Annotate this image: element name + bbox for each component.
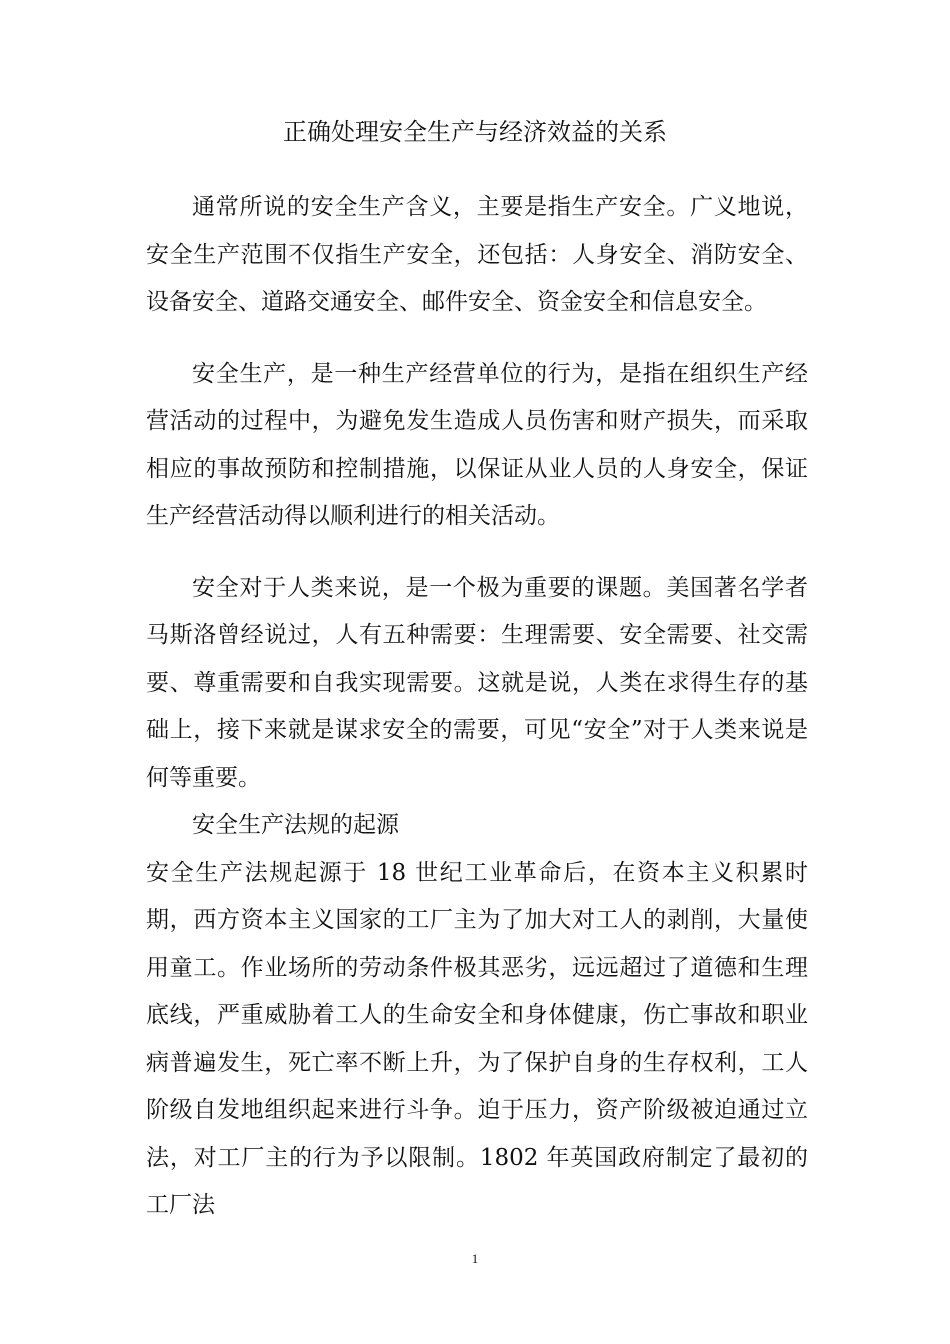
document-title: 正确处理安全生产与经济效益的关系 [283,118,667,146]
paragraph-safety-importance: 安全对于人类来说，是一个极为重要的课题。美国著名学者马斯洛曾经说过，人有五种需要：生理需要、安全需要、社交需要、尊重需要和自我实现需要。这就是说，人类在求得生存的基础上，接下来就是谋求安全的需要，可见“安全”对于人类来说是何等重要。 [146,574,808,791]
paragraph-regulation-origin: 安全生产法规起源于 18 世纪工业革命后，在资本主义积累时期，西方资本主义国家的工厂主为了加大对工人的剥削，大量使用童工。作业场所的劳动条件极其恶劣，远远超过了道德和生理底线，严重威胁着工人的生命安全和身体健康，伤亡事故和职业病普遍发生，死亡率不断上升，为了保护自身的生存权利，工人阶级自发地组织起来进行斗争。迫于压力，资产阶级被迫通过立法，对工厂主的行为予以限制。1802 年英国政府制定了最初的工厂法 [146,859,808,1218]
page-number: 1 [471,1251,479,1266]
paragraph-safety-definition: 通常所说的安全生产含义，主要是指生产安全。广义地说，安全生产范围不仅指生产安全，还包括：人身安全、消防安全、设备安全、道路交通安全、邮件安全、资金安全和信息安全。 [146,194,808,315]
section-heading-origin: 安全生产法规的起源 [192,812,399,838]
document-body [146,184,808,1230]
paragraph-safety-production-behavior: 安全生产，是一种生产经营单位的行为，是指在组织生产经营活动的过程中，为避免发生造成人员伤害和财产损失，而采取相应的事故预防和控制措施，以保证从业人员的人身安全，保证生产经营活动得以顺利进行的相关活动。 [146,360,808,529]
